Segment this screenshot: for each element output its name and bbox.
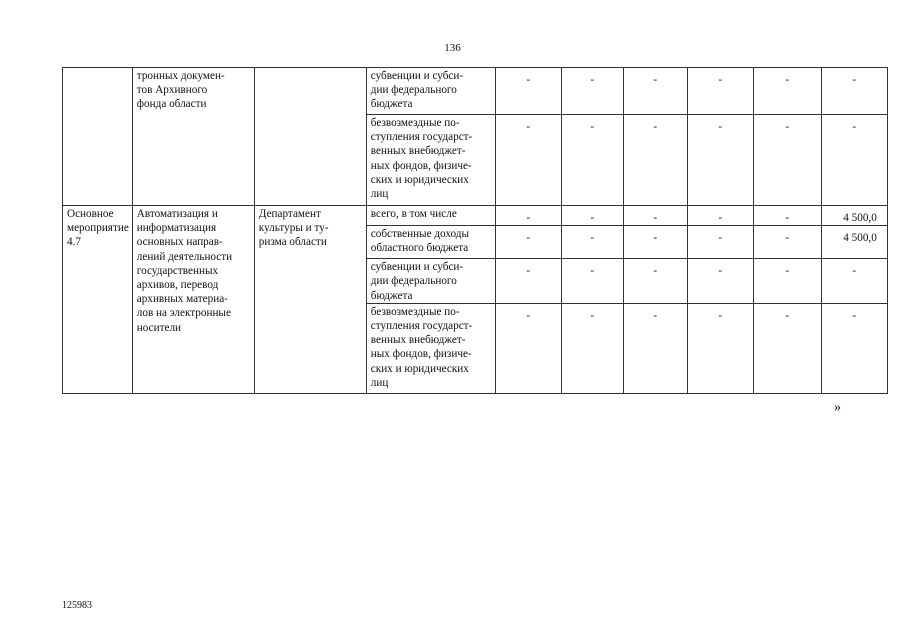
value-cell: - <box>753 206 821 226</box>
value-cell: - <box>821 303 887 393</box>
value-cell: - <box>821 115 887 206</box>
funding-source-cell: безвозмездные по- ступления государст- венных внебюджет- ных фондов, физиче- ских и юридических лиц <box>366 115 495 206</box>
value-cell: - <box>821 259 887 304</box>
value-cell: - <box>687 68 753 115</box>
value-cell: - <box>623 68 687 115</box>
closing-quote: » <box>834 400 841 415</box>
value-cell: - <box>687 226 753 259</box>
value-cell: - <box>687 206 753 226</box>
funding-source-cell: всего, в том числе <box>366 206 495 226</box>
value-cell: - <box>561 206 623 226</box>
value-cell: 4 500,0 <box>821 206 887 226</box>
activity-name-cell: Автоматизация и информатизация основных направ- лений деятельности государственных архивов, перевод архивных материа- лов на электронные носители <box>132 206 254 394</box>
value-cell: - <box>623 259 687 304</box>
value-cell: - <box>623 206 687 226</box>
value-cell: - <box>561 303 623 393</box>
executor-cell: Департамент культуры и ту- ризма области <box>254 206 366 394</box>
value-cell: - <box>495 303 561 393</box>
value-cell: 4 500,0 <box>821 226 887 259</box>
table-row <box>63 206 888 226</box>
value-cell: - <box>687 259 753 304</box>
measure-cell <box>63 68 133 206</box>
funding-source-cell: собственные доходы областного бюджета <box>366 226 495 259</box>
table-body <box>63 68 888 394</box>
page-number: 136 <box>444 42 461 54</box>
funding-source-cell: безвозмездные по- ступления государст- венных внебюджет- ных фондов, физиче- ских и юридических лиц <box>366 303 495 393</box>
value-cell: - <box>687 303 753 393</box>
value-cell: - <box>623 226 687 259</box>
value-cell: - <box>623 115 687 206</box>
value-cell: - <box>495 226 561 259</box>
value-cell: - <box>561 259 623 304</box>
value-cell: - <box>561 115 623 206</box>
value-cell: - <box>753 259 821 304</box>
value-cell: - <box>821 68 887 115</box>
value-cell: - <box>561 226 623 259</box>
value-cell: - <box>623 303 687 393</box>
measure-cell: Основное мероприятие 4.7 <box>63 206 133 394</box>
value-cell: - <box>753 226 821 259</box>
executor-cell <box>254 68 366 206</box>
value-cell: - <box>753 115 821 206</box>
activity-name-cell: тронных докумен- тов Архивного фонда области <box>132 68 254 206</box>
value-cell: - <box>561 68 623 115</box>
value-cell: - <box>687 115 753 206</box>
value-cell: - <box>753 68 821 115</box>
value-cell: - <box>495 206 561 226</box>
value-cell: - <box>753 303 821 393</box>
value-cell: - <box>495 68 561 115</box>
table-row <box>63 68 888 115</box>
budget-table <box>62 67 888 394</box>
value-cell: - <box>495 259 561 304</box>
funding-source-cell: субвенции и субси- дии федерального бюджета <box>366 68 495 115</box>
funding-source-cell: субвенции и субси- дии федерального бюджета <box>366 259 495 304</box>
value-cell: - <box>495 115 561 206</box>
footer-code: 125983 <box>62 600 92 611</box>
